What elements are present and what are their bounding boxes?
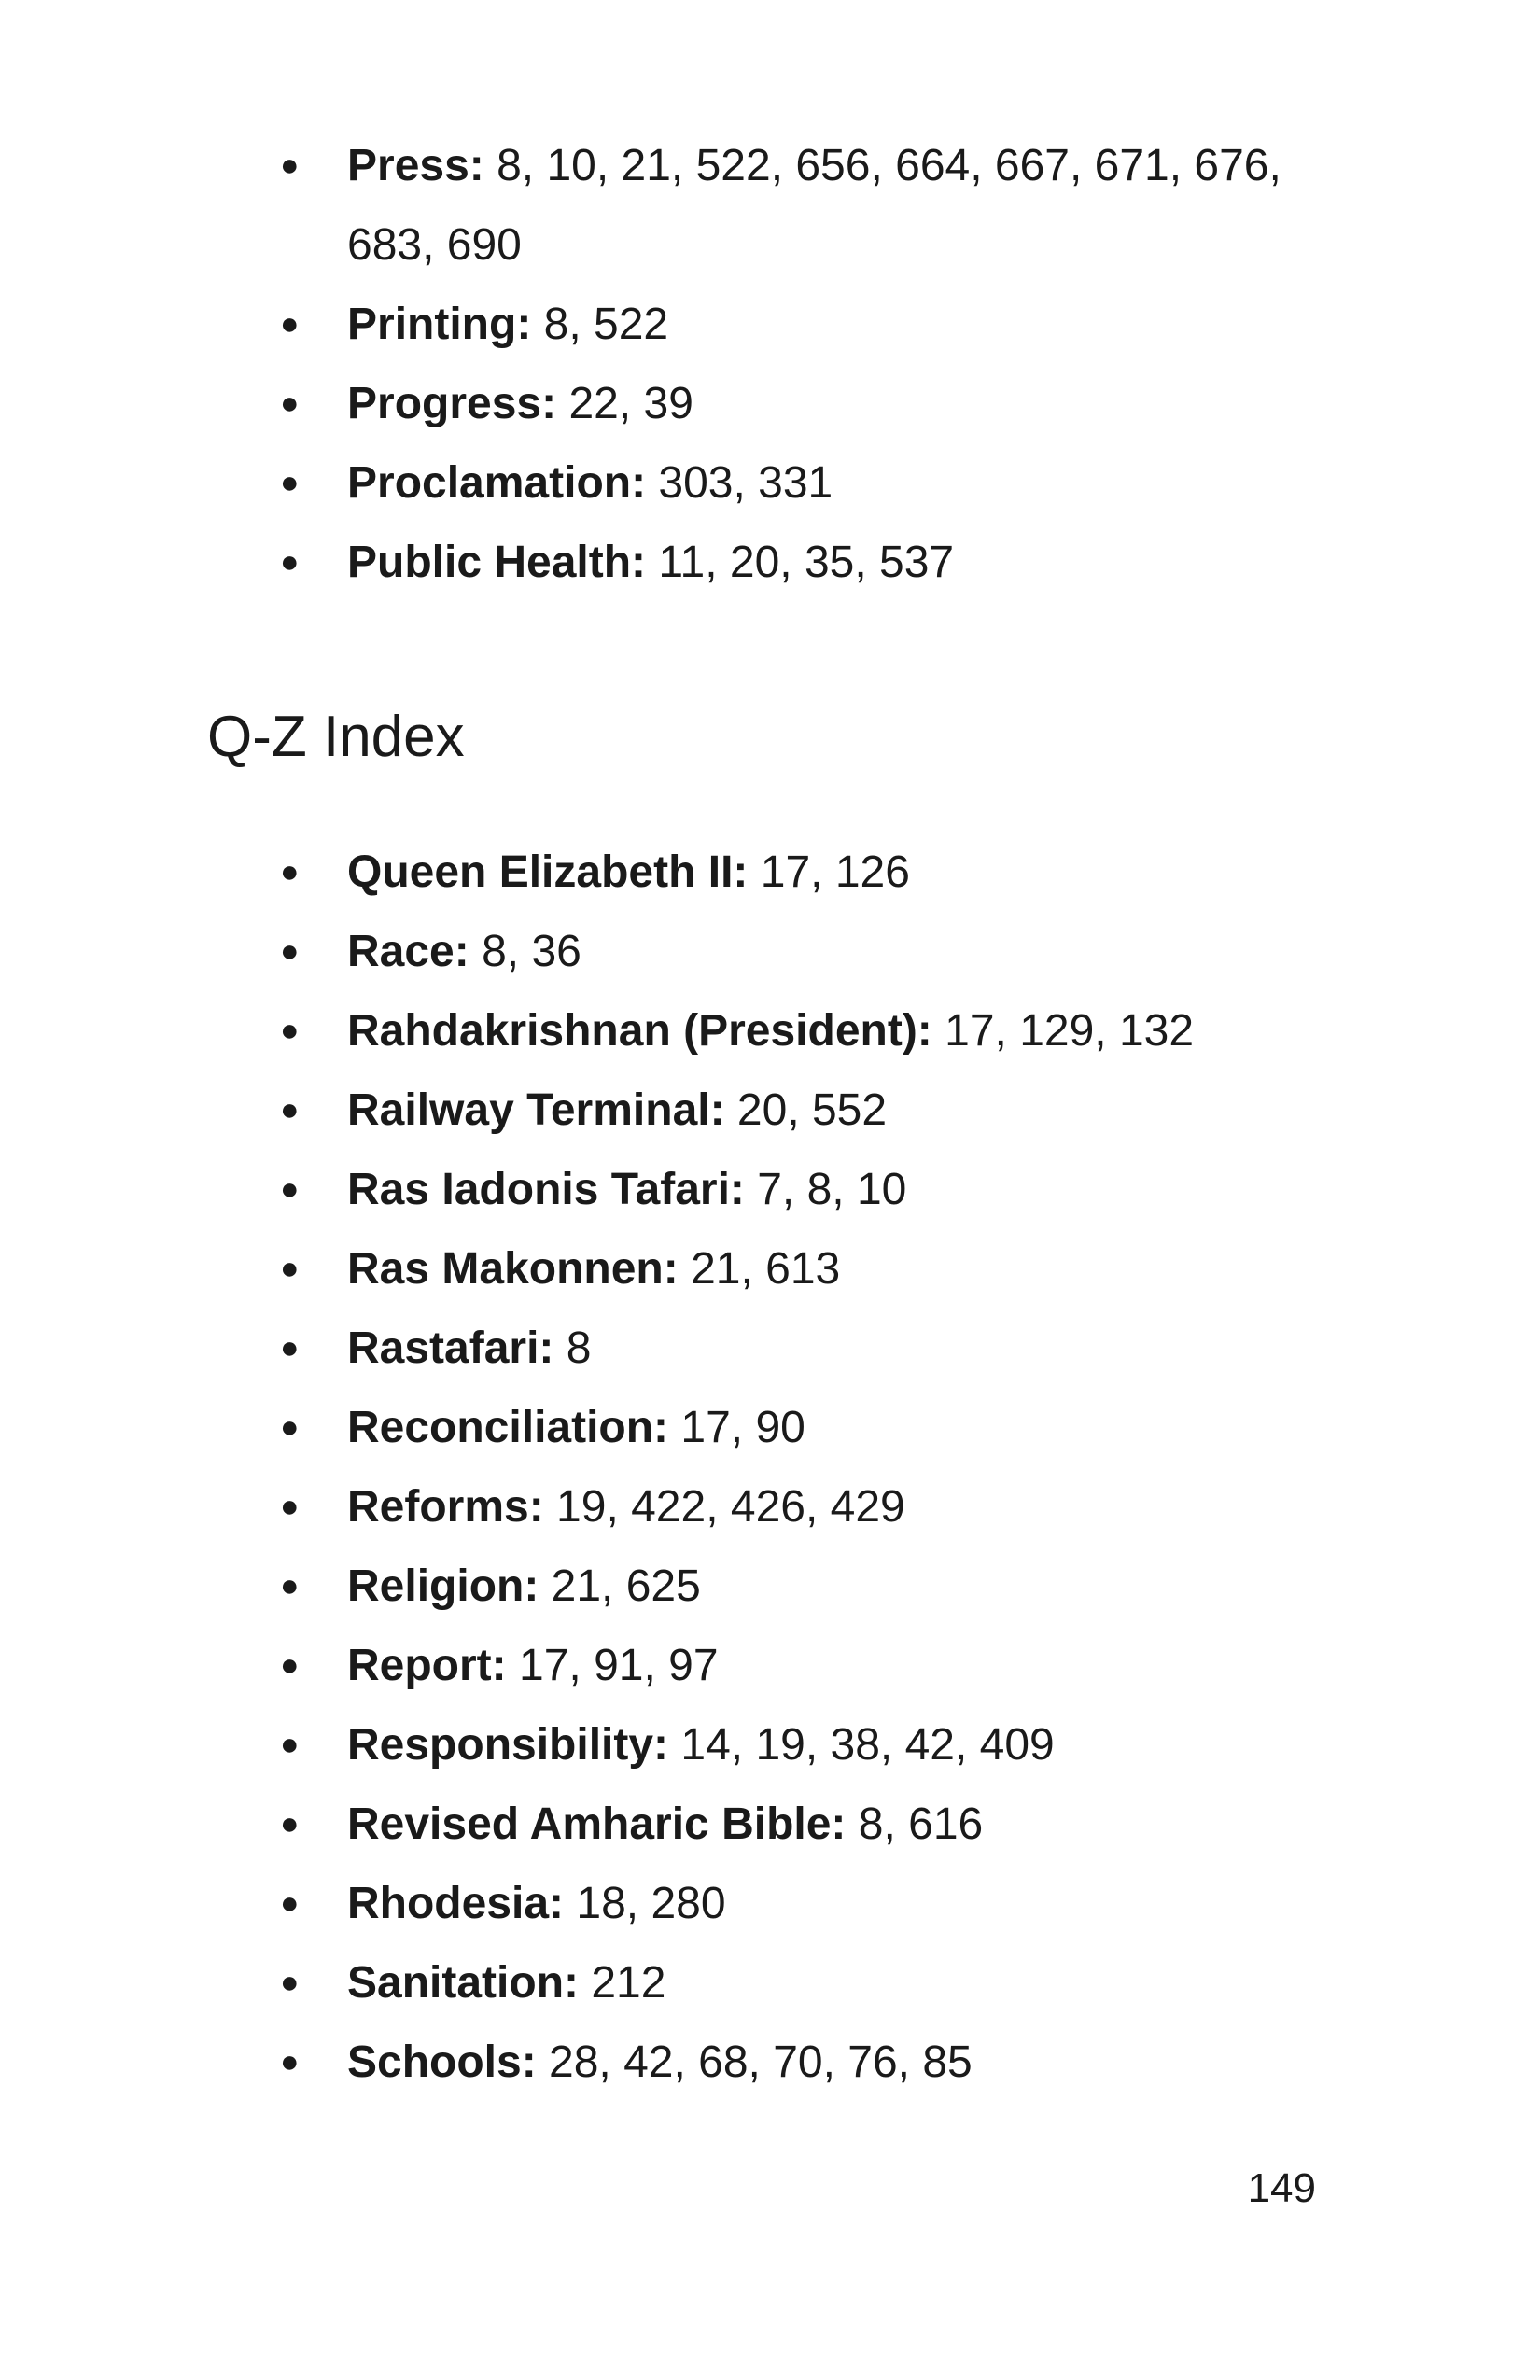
bullet-icon: ● (280, 1330, 300, 1365)
page-number: 149 (1247, 2165, 1316, 2211)
bullet-icon: ● (280, 1806, 300, 1841)
bullet-icon: ● (280, 933, 300, 969)
index-pages: 21, 613 (691, 1244, 841, 1294)
bullet-icon: ● (280, 1409, 300, 1445)
index-pages: 212 (591, 1958, 666, 2008)
index-pages: 303, 331 (658, 458, 833, 508)
bullet-icon: ● (280, 1965, 300, 2000)
bullet-icon: ● (280, 147, 300, 183)
bullet-icon: ● (280, 854, 300, 889)
index-entry (280, 1229, 1327, 1309)
bullet-icon: ● (280, 1092, 300, 1127)
index-entry (280, 523, 1327, 602)
index-term: Public Health: (347, 538, 647, 587)
index-entry (280, 1388, 1327, 1467)
index-entry (280, 991, 1327, 1071)
index-pages: 8, 36 (482, 927, 581, 976)
p-index-list (280, 126, 1327, 602)
index-pages: 21, 625 (551, 1561, 701, 1611)
index-pages: 8, 522 (543, 300, 669, 349)
bullet-icon: ● (280, 1489, 300, 1524)
index-entry (280, 1785, 1327, 1864)
bullet-icon: ● (280, 1251, 300, 1286)
index-entry (280, 1547, 1327, 1626)
bullet-icon: ● (280, 306, 300, 342)
index-term: Railway Terminal: (347, 1085, 725, 1135)
index-pages: 20, 552 (736, 1085, 888, 1135)
index-entry (280, 126, 1327, 285)
index-entry (280, 1864, 1327, 1943)
index-pages: 17, 90 (680, 1403, 805, 1452)
bullet-icon: ● (280, 1727, 300, 1762)
index-term: Sanitation: (347, 1958, 579, 2008)
index-pages: 28, 42, 68, 70, 76, 85 (549, 2037, 973, 2087)
index-term: Progress: (347, 379, 557, 428)
index-entry (280, 1705, 1327, 1785)
index-term: Report: (347, 1641, 507, 1690)
index-pages: 17, 126 (760, 847, 910, 897)
index-pages: 22, 39 (568, 379, 693, 428)
index-term: Revised Amharic Bible: (347, 1799, 847, 1849)
index-entry (280, 1943, 1327, 2023)
index-term: Queen Elizabeth II: (347, 847, 749, 897)
index-pages: 8, 10, 21, 522, 656, 664, 667, 671, 676, 683, 690 (347, 141, 1281, 270)
index-term: Ras Iadonis Tafari: (347, 1165, 745, 1214)
index-entry (280, 1626, 1327, 1705)
index-pages: 8 (566, 1323, 592, 1373)
index-pages: 11, 20, 35, 537 (658, 538, 955, 587)
bullet-icon: ● (280, 385, 300, 421)
index-term: Press: (347, 141, 484, 190)
index-entry (280, 2023, 1327, 2102)
index-entry (280, 1309, 1327, 1388)
index-entry (280, 364, 1327, 443)
index-pages: 14, 19, 38, 42, 409 (680, 1720, 1055, 1770)
index-entry (280, 912, 1327, 991)
index-entry (280, 833, 1327, 912)
index-entry (280, 1150, 1327, 1229)
bullet-icon: ● (280, 1171, 300, 1207)
index-pages: 7, 8, 10 (757, 1165, 907, 1214)
bullet-icon: ● (280, 465, 300, 500)
section-heading: Q-Z Index (207, 705, 465, 769)
index-term: Ras Makonnen: (347, 1244, 679, 1294)
bullet-icon: ● (280, 544, 300, 580)
index-entry (280, 443, 1327, 523)
index-pages: 17, 91, 97 (519, 1641, 719, 1690)
index-term: Schools: (347, 2037, 537, 2087)
bullet-icon: ● (280, 2044, 300, 2079)
index-term: Proclamation: (347, 458, 647, 508)
index-pages: 8, 616 (858, 1799, 984, 1849)
index-pages: 17, 129, 132 (945, 1006, 1195, 1056)
index-term: Printing: (347, 300, 532, 349)
bullet-icon: ● (280, 1885, 300, 1921)
index-entry (280, 285, 1327, 364)
index-term: Rastafari: (347, 1323, 554, 1373)
bullet-icon: ● (280, 1647, 300, 1683)
index-term: Rhodesia: (347, 1879, 565, 1928)
index-pages: 19, 422, 426, 429 (556, 1482, 905, 1532)
index-term: Race: (347, 927, 469, 976)
index-pages: 18, 280 (576, 1879, 726, 1928)
bullet-icon: ● (280, 1568, 300, 1603)
index-term: Reforms: (347, 1482, 544, 1532)
index-term: Religion: (347, 1561, 539, 1611)
index-term: Reconciliation: (347, 1403, 669, 1452)
index-entry (280, 1467, 1327, 1547)
index-term: Responsibility: (347, 1720, 669, 1770)
index-term: Rahdakrishnan (President): (347, 1006, 932, 1056)
bullet-icon: ● (280, 1013, 300, 1048)
index-entry (280, 1071, 1327, 1150)
qz-index-list (280, 833, 1327, 2102)
